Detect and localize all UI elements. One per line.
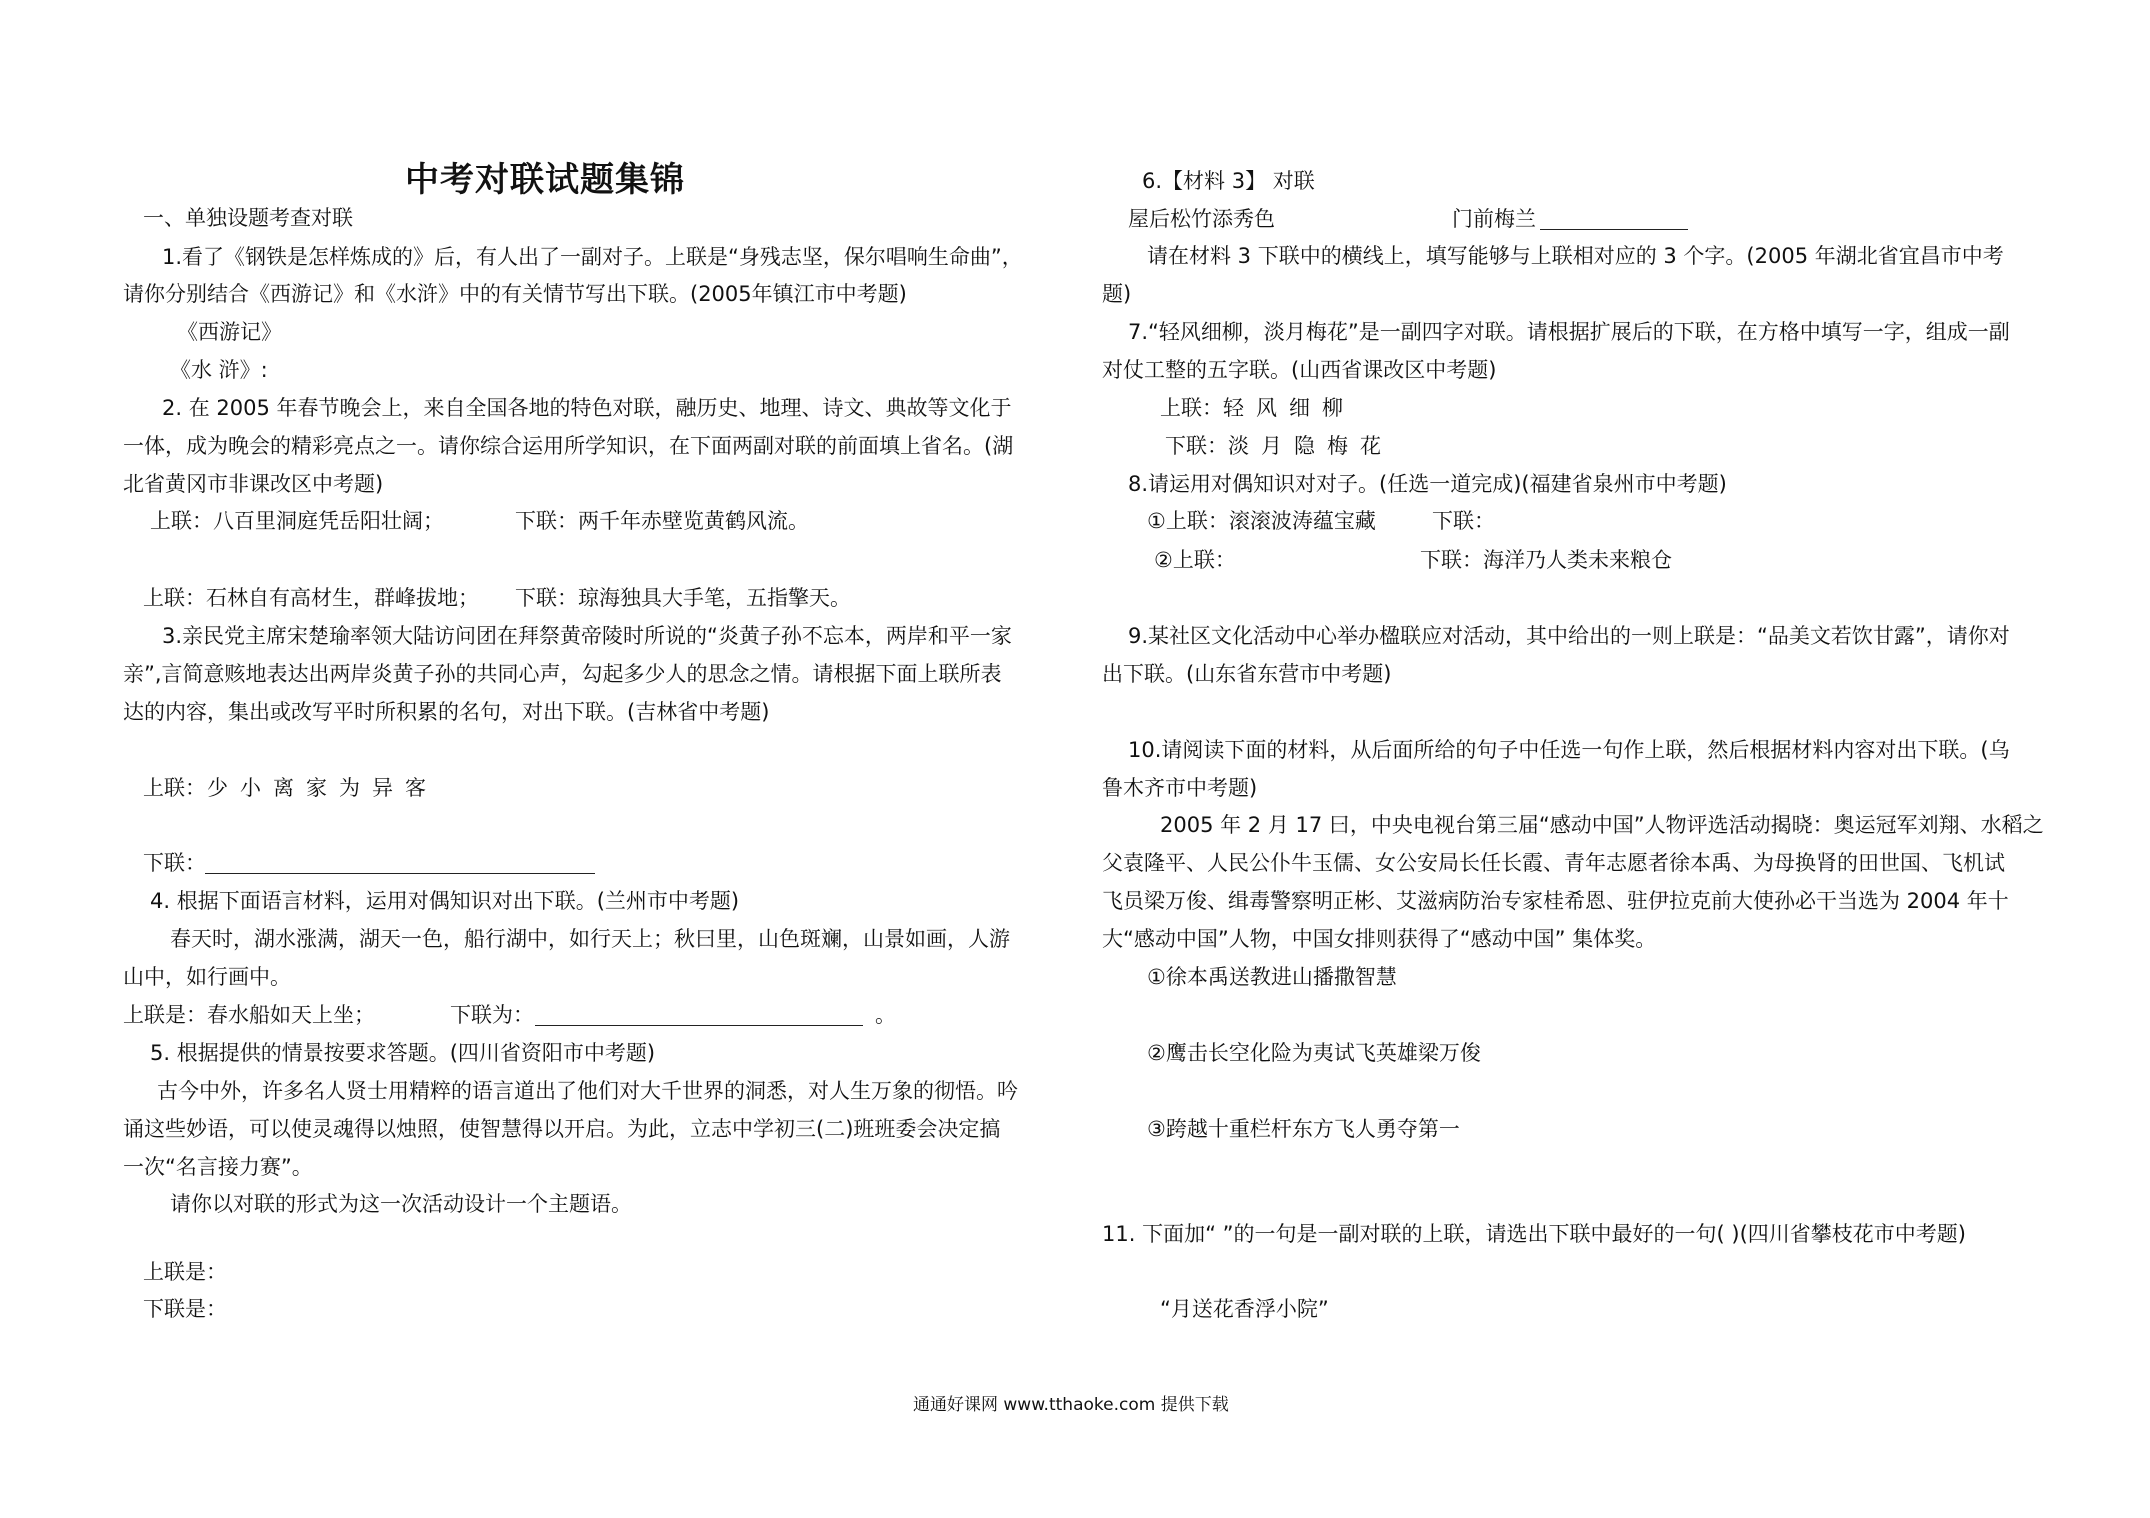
q10-line4: 父袁隆平、人民公仆牛玉儒、女公安局长任长霞、青年志愿者徐本禹、为母换肾的田世国、飞机试	[1102, 851, 2005, 875]
q4-upper: 上联是：春水船如天上坐；	[123, 1003, 375, 1027]
q5-line1: 5. 根据提供的情景按要求答题。(四川省资阳市中考题)	[150, 1041, 656, 1065]
q10-option1: ①徐本禹送教进山播撒智慧	[1147, 965, 1397, 989]
q7-upper-label: 上联：	[1160, 396, 1223, 420]
q10-line6: 大“感动中国”人物，中国女排则获得了“感动中国” 集体奖。	[1102, 927, 1657, 951]
q2-couplet1-lower: 下联：两千年赤壁览黄鹤风流。	[515, 509, 809, 533]
q3-lower-blank[interactable]	[205, 853, 595, 878]
footer-credit: 通通好课网 www.tthaoke.com 提供下载	[913, 1395, 1229, 1415]
q8-option1-upper: ①上联：滚滚波涛蕴宝藏	[1147, 509, 1376, 533]
section-heading: 一、单独设题考查对联	[143, 206, 353, 230]
q4-line2: 春天时，湖水涨满，湖天一色，船行湖中，如行天上；秋曰里，山色斑斓，山景如画，人游	[170, 927, 1010, 951]
q11-line1: 11. 下面加“ ”的一句是一副对联的上联，请选出下联中最好的一句( )(四川省攀枝花市中考题)	[1102, 1222, 1966, 1246]
q5-line4: 一次“名言接力赛”。	[123, 1155, 313, 1179]
q7-upper: 轻风细柳	[1223, 396, 1355, 420]
q10-line1: 10.请阅读下面的材料，从后面所给的句子中任选一句作上联，然后根据材料内容对出下联。(乌	[1128, 738, 2010, 762]
q8-option1-lower: 下联：	[1432, 509, 1495, 533]
q6-upper: 屋后松竹添秀色	[1128, 207, 1275, 231]
q2-couplet1-upper: 上联：八百里洞庭凭岳阳壮阔；	[150, 509, 444, 533]
q6-line1: 请在材料 3 下联中的横线上，填写能够与上联相对应的 3 个字。(2005 年湖北省宜昌市中考	[1147, 244, 2004, 268]
q8-line1: 8.请运用对偶知识对对子。(任选一道完成)(福建省泉州市中考题)	[1128, 472, 1727, 496]
q2-line3: 北省黄冈市非课改区中考题)	[123, 472, 384, 496]
q11-quote: “月送花香浮小院”	[1160, 1297, 1329, 1321]
q3-line3: 达的内容，集出或改写平时所积累的名句，对出下联。(吉林省中考题)	[123, 700, 770, 724]
q9-line2: 出下联。(山东省东营市中考题)	[1102, 662, 1392, 686]
q5-line2: 古今中外，许多名人贤士用精粹的语言道出了他们对大千世界的洞悉，对人生万象的彻悟。吟	[157, 1079, 1018, 1103]
q6-lower-blank[interactable]	[1540, 209, 1688, 234]
q1-shuihu: 《水 浒》:	[170, 358, 268, 382]
q1-line2: 请你分别结合《西游记》和《水浒》中的有关情节写出下联。(2005年镇江市中考题)	[123, 282, 907, 306]
q2-line2: 一体，成为晚会的精彩亮点之一。请你综合运用所学知识，在下面两副对联的前面填上省名。(湖	[123, 434, 1014, 458]
q3-upper: 少小离家为异客	[207, 776, 438, 800]
q4-lower-blank[interactable]	[535, 1005, 863, 1030]
q5-line3: 诵这些妙语，可以使灵魂得以烛照，使智慧得以开启。为此，立志中学初三(二)班班委会决定搞	[123, 1117, 1001, 1141]
q9-line1: 9.某社区文化活动中心举办楹联应对活动，其中给出的一则上联是：“品美文若饮甘露”，请你对	[1128, 624, 2010, 648]
q10-line5: 飞员梁万俊、缉毒警察明正彬、艾滋病防治专家桂希恩、驻伊拉克前大使孙必干当选为 2004 年十	[1102, 889, 2009, 913]
q8-option2-lower: 下联：海洋乃人类未来粮仓	[1420, 548, 1672, 572]
q3-upper-label: 上联：	[143, 776, 206, 800]
q2-couplet2-lower: 下联：琼海独具大手笔，五指擎天。	[515, 586, 851, 610]
q8-option2-upper: ②上联：	[1154, 548, 1236, 572]
q6-heading: 6.【材料 3】 对联	[1142, 169, 1315, 193]
q5-lower: 下联是：	[143, 1297, 227, 1321]
q10-option2: ②鹰击长空化险为夷试飞英雄梁万俊	[1147, 1041, 1481, 1065]
q10-line2: 鲁木齐市中考题)	[1102, 776, 1258, 800]
q7-lower-label: 下联：	[1165, 434, 1228, 458]
q4-line3: 山中，如行画中。	[123, 965, 291, 989]
q4-end-mark: 。	[875, 1003, 896, 1027]
q1-xiyouji: 《西游记》	[177, 320, 282, 344]
q2-line1: 2. 在 2005 年春节晚会上，来自全国各地的特色对联，融历史、地理、诗文、典故等文化于	[162, 396, 1012, 420]
q7-lower: 淡月隐梅花	[1228, 434, 1393, 458]
q5-line5: 请你以对联的形式为这一次活动设计一个主题语。	[170, 1192, 632, 1216]
q7-line1: 7.“轻风细柳，淡月梅花”是一副四字对联。请根据扩展后的下联，在方格中填写一字，组成一副	[1128, 320, 2010, 344]
q6-line2: 题)	[1102, 282, 1132, 306]
q6-lower: 门前梅兰	[1452, 207, 1536, 231]
q1-line1: 1.看了《钢铁是怎样炼成的》后，有人出了一副对子。上联是“身残志坚，保尔唱响生命曲”，	[162, 245, 1023, 269]
q5-upper: 上联是：	[143, 1260, 227, 1284]
q3-line1: 3.亲民党主席宋楚瑜率领大陆访问团在拜祭黄帝陵时所说的“炎黄子孙不忘本，两岸和平一家	[162, 624, 1012, 648]
q7-line2: 对仗工整的五字联。(山西省课改区中考题)	[1102, 358, 1497, 382]
q2-couplet2-upper: 上联：石林自有高材生，群峰拔地；	[143, 586, 479, 610]
q10-line3: 2005 年 2 月 17 曰，中央电视台第三届“感动中国”人物评选活动揭晓：奥运冠军刘翔、水稻之	[1160, 813, 2044, 837]
q3-lower-label: 下联：	[143, 851, 206, 875]
page-title: 中考对联试题集锦	[405, 160, 685, 200]
q10-option3: ③跨越十重栏杆东方飞人勇夺第一	[1147, 1117, 1460, 1141]
q3-line2: 亲”,言简意赅地表达出两岸炎黄子孙的共同心声，勾起多少人的思念之情。请根据下面上联所表	[123, 662, 1002, 686]
q4-line1: 4. 根据下面语言材料，运用对偶知识对出下联。(兰州市中考题)	[150, 889, 740, 913]
q4-lower-label: 下联为：	[450, 1003, 534, 1027]
